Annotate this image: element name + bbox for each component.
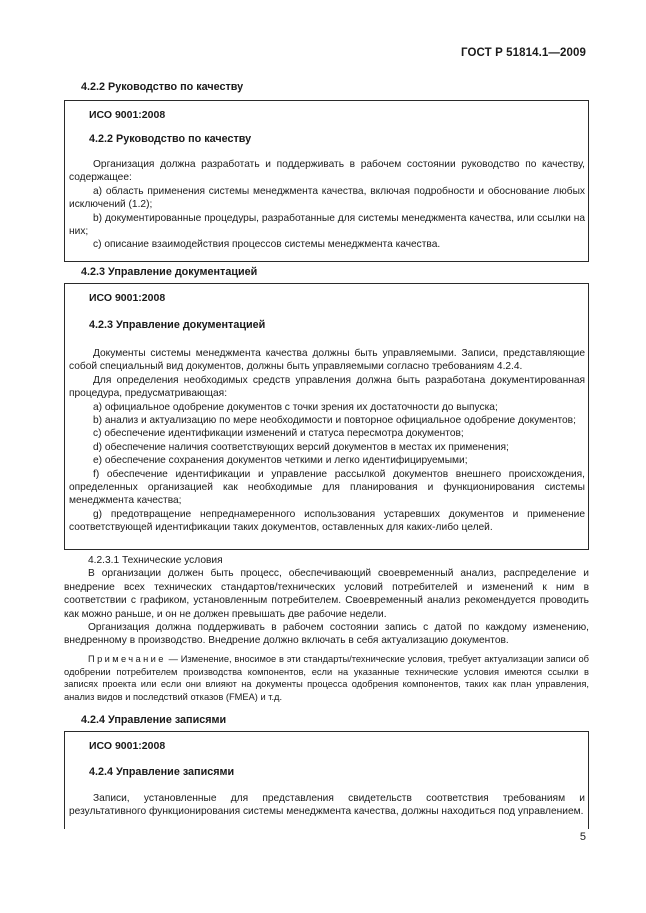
iso-label: ИСО 9001:2008	[89, 292, 166, 304]
page-number: 5	[579, 831, 586, 843]
subsection-title: 4.2.3.1 Технические условия	[88, 555, 223, 566]
list-item: g) предотвращение непреднамеренного использования устаревших документов и применение соответствующей идентификации таких документов, оставленных для каких-либо целей.	[69, 508, 585, 534]
iso-box-4-2-2	[64, 100, 589, 262]
list-item: а) официальное одобрение документов с точки зрения их достаточности до выпуска;	[93, 401, 498, 413]
list-item: f) обеспечение идентификации и управление рассылкой документов внешнего происхождения, определенных организацией как необходимые для планирования и функционирования системы менеджмента качества;	[69, 468, 585, 507]
box-text	[69, 792, 585, 819]
list-item: b) документированные процедуры, разработанные для системы менеджмента качества, или ссылки на них;	[69, 212, 585, 238]
note-text: — Изменение, вносимое в эти стандарты/технические условия, требует актуализации записи об одобрении потребителем производства компонентов, если на указанные технические условия имеются ссылки в записях проекта или если они влияют на документы процесса одобрения компонентов, таких как план управления, анализ видов и последствий отказов (FMEA) и т.д.	[64, 654, 589, 702]
section-title-4-2-3: 4.2.3 Управление документацией	[81, 266, 258, 278]
list-item: d) обеспечение наличия соответствующих версий документов в местах их применения;	[93, 441, 509, 453]
iso-box-4-2-3	[64, 283, 589, 550]
note-label: Примечание	[88, 654, 166, 664]
list-item: а) область применения системы менеджмента качества, включая подробности и обоснование любых исключений (1.2);	[69, 185, 585, 211]
list-item: с) обеспечение идентификации изменений и статуса пересмотра документов;	[93, 428, 464, 440]
list-item: b) анализ и актуализацию по мере необходимости и повторное официальное одобрение документов;	[93, 415, 576, 427]
paragraph: Записи, установленные для представления свидетельств соответствия требованиям и результативного функционирования системы менеджмента качества, должны находиться под управлением.	[69, 793, 585, 818]
box-heading: 4.2.4 Управление записями	[89, 766, 235, 778]
box-heading: 4.2.3 Управление документацией	[89, 319, 266, 331]
document-header: ГОСТ Р 51814.1—2009	[461, 47, 586, 59]
list-item: е) обеспечение сохранения документов четкими и легко идентифицируемыми;	[93, 455, 468, 467]
paragraph: В организации должен быть процесс, обеспечивающий своевременный анализ, распределение и внедрение всех технических стандартов/технических условий потребителей и изменений к ним в соответствии с графиком, установленным потребителем. Своевременный анализ рекомендуется проводить как можно раньше, и он не должен превышать две рабочие недели.	[64, 568, 589, 620]
box-heading: 4.2.2 Руководство по качеству	[89, 133, 252, 145]
section-title-4-2-2: 4.2.2 Руководство по качеству	[81, 81, 244, 93]
note-block	[64, 653, 589, 703]
paragraph: Организация должна поддерживать в рабочем состоянии запись с датой по каждому изменению, внедренному в производство. Внедрение должно включать в себя актуализацию документов.	[64, 622, 589, 647]
section-title-4-2-4: 4.2.4 Управление записями	[81, 714, 227, 726]
iso-label: ИСО 9001:2008	[89, 740, 166, 752]
box-text	[69, 347, 585, 535]
paragraph: Для определения необходимых средств управления должна быть разработана документированная процедура, предусматривающая:	[69, 374, 585, 400]
iso-box-4-2-4	[64, 731, 589, 829]
section-4-2-3-1	[64, 554, 589, 648]
paragraph: Документы системы менеджмента качества должны быть управляемыми. Записи, представляющие собой специальный вид документов, должны быть управляемыми согласно требованиям 4.2.4.	[69, 348, 585, 373]
iso-label: ИСО 9001:2008	[89, 109, 166, 121]
paragraph: Организация должна разработать и поддерживать в рабочем состоянии руководство по качеству, содержащее:	[69, 159, 585, 184]
list-item: с) описание взаимодействия процессов системы менеджмента качества.	[93, 239, 441, 251]
box-text	[69, 158, 585, 252]
note-paragraph	[64, 653, 589, 703]
